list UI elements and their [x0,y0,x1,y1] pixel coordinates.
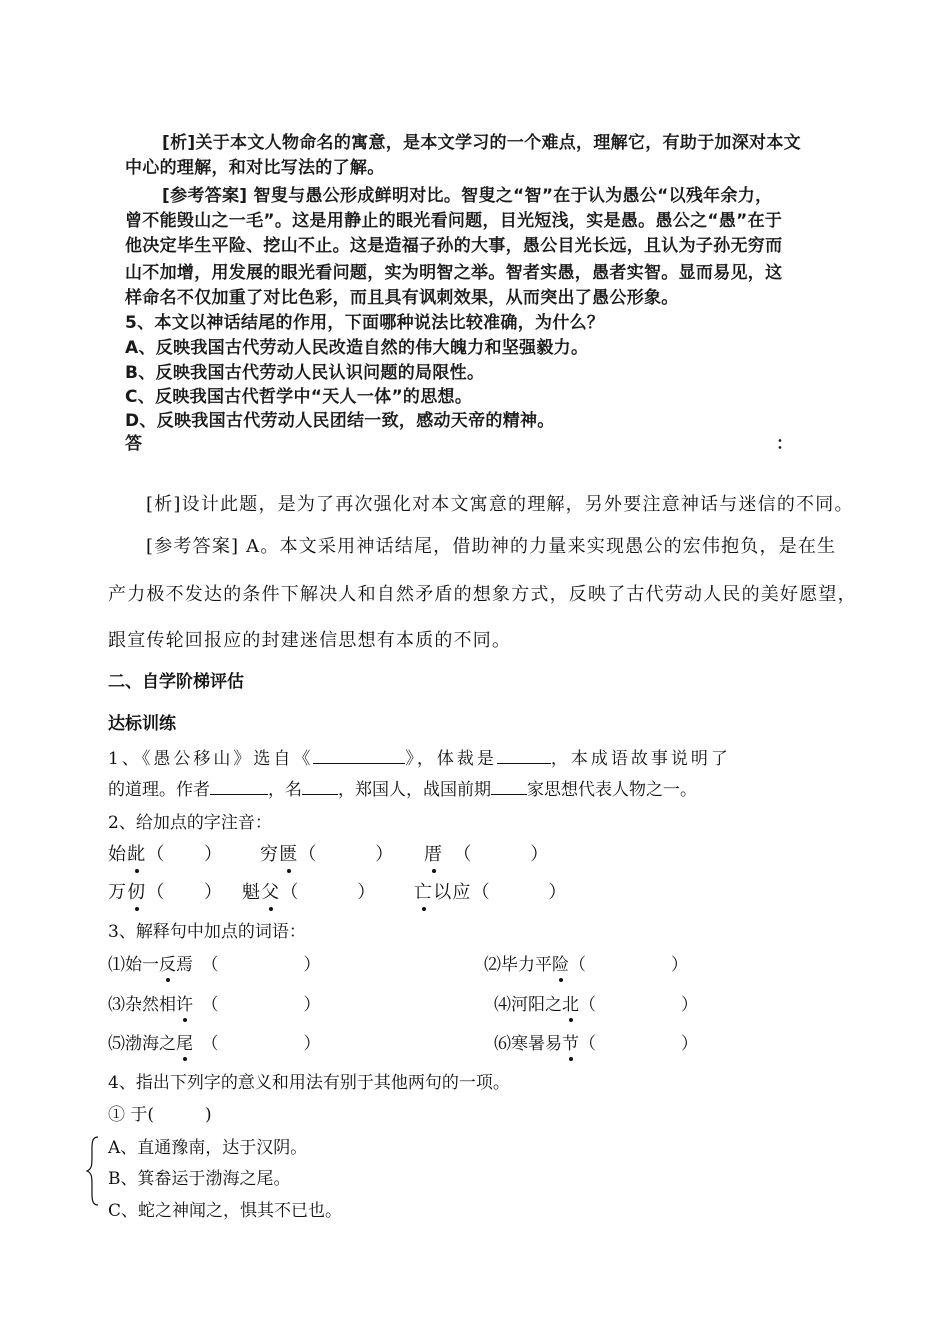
pinyin-item: 亡以应（ ） [414,878,568,904]
analysis-paragraph: [析]设计此题，是为了再次强化对本文寓意的理解，另外要注意神话与迷信的不同。 [146,494,854,515]
question-4-sub: ① 于( ) [108,1105,212,1125]
answer-line: 样命名不仅加重了对比色彩，而且具有讽刺效果，从而突出了愚公形象。 [125,288,679,308]
question-4-title: 4、指出下列字的意义和用法有别于其他两句的一项。 [108,1073,510,1093]
word-item: ⑹寒暑易节（ ） [494,1029,698,1054]
question-1-line-2: 的道理。作者 ，名 ，郑国人，战国前期 家思想代表人物之一。 [108,780,697,800]
answer-label: 答 [125,434,143,454]
option-c: C、反映我国古代哲学中“天人一体”的思想。 [125,387,473,407]
option-d: D、反映我国古代劳动人民团结一致，感动天帝的精神。 [125,411,555,431]
word-item: ⑵毕力平险（ ） [484,950,688,975]
blank[interactable] [313,747,405,764]
reference-answer-line: 跟宣传轮回报应的封建迷信思想有本质的不同。 [108,630,512,651]
blank[interactable] [497,747,551,764]
section-heading: 二、自学阶梯评估 [108,672,244,692]
answer-line: 山不加增，用发展的眼光看问题，实为明智之举。智者实愚，愚者实智。显而易见，这 [125,263,783,283]
word-item: ⑶杂然相许 （ ） [108,990,321,1015]
subsection-heading: 达标训练 [108,714,176,734]
pinyin-item: 穷匮（ ） [260,840,394,866]
answer-line: [参考答案] 智叟与愚公形成鲜明对比。智叟之“智”在于认为愚公“以残年余力， [162,186,773,206]
question-5: 5、本文以神话结尾的作用，下面哪种说法比较准确，为什么？ [125,313,605,333]
option-b: B、箕畚运于渤海之尾。 [108,1169,291,1189]
pinyin-item: 万仞（ ） [108,878,223,904]
question-3-title: 3、解释句中加点的词语： [108,922,306,942]
pinyin-item: 始龀（ ） [108,840,223,866]
question-2-title: 2、给加点的字注音： [108,813,272,833]
blank[interactable] [302,778,338,795]
word-item: ⑸渤海之尾 （ ） [108,1029,321,1054]
pinyin-item: 魁父（ ） [242,878,376,904]
answer-line: 曾不能毁山之一毛”。这是用静止的眼光看问题，目光短浅，实是愚。愚公之“愚”在于 [125,211,783,231]
blank[interactable] [210,778,268,795]
blank[interactable] [491,778,527,795]
analysis-line: 中心的理解，和对比写法的了解。 [125,158,385,178]
option-a: A、直通豫南，达于汉阴。 [108,1138,308,1158]
analysis-line: [析]关于本文人物命名的寓意，是本文学习的一个难点，理解它，有助于加深对本文 [162,133,801,153]
answer-line: 他决定毕生平险、挖山不止。这是造福子孙的大事，愚公目光长远，且认为子孙无穷而 [125,236,783,256]
word-item: ⑷河阳之北（ ） [494,990,698,1015]
option-b: B、反映我国古代劳动人民认识问题的局限性。 [125,363,485,383]
option-c: C、蛇之神闻之，惧其不已也。 [108,1201,343,1221]
question-1-line-1: 1、《愚公移山》选自《 》，体裁是 ，本成语故事说明了 [108,749,731,769]
option-a: A、反映我国古代劳动人民改造自然的伟大魄力和坚强毅力。 [125,338,589,358]
word-item: ⑴始一反焉 （ ） [108,950,321,975]
reference-answer-line: [参考答案] A。本文采用神话结尾，借助神的力量来实现愚公的宏伟抱负，是在生 [146,536,837,557]
answer-colon: ： [776,434,794,454]
reference-answer-line: 产力极不发达的条件下解决人和自然矛盾的想象方式，反映了古代劳动人民的美好愿望， [108,584,857,605]
brace-icon [86,1135,100,1207]
pinyin-item: 厝 （ ） [424,840,549,866]
